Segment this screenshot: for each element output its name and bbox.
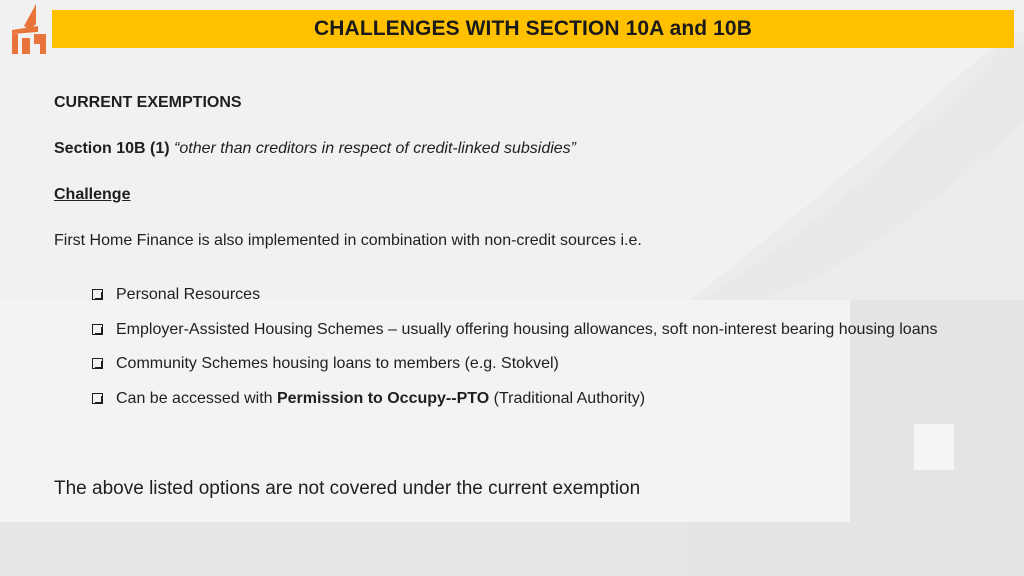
bullet-text: Employer-Assisted Housing Schemes – usually offering housing allowances, soft non-interest bearing housing loans xyxy=(116,320,938,338)
bullet-text-bold: Permission to Occupy--PTO xyxy=(276,389,490,407)
section-reference xyxy=(54,140,576,158)
bullet-text: Community Schemes housing loans to members (e.g. Stokvel) xyxy=(116,355,559,372)
challenge-heading: Challenge xyxy=(54,186,131,203)
checkbox-bullet-icon xyxy=(92,324,103,335)
bullet-text-before: Can be accessed with xyxy=(116,389,277,407)
bullet-text: Personal Resources xyxy=(116,286,261,303)
section-quote: “other than creditors in respect of credit-linked subsidies” xyxy=(174,140,577,157)
checkbox-bullet-icon xyxy=(92,289,103,300)
list-item xyxy=(92,313,976,348)
list-item xyxy=(92,382,976,417)
bullet-text-after: (Traditional Authority) xyxy=(489,389,646,407)
checkbox-bullet-icon xyxy=(92,393,103,404)
footer-note: The above listed options are not covered under the current exemption xyxy=(54,478,641,499)
intro-text: First Home Finance is also implemented in combination with non-credit sources i.e. xyxy=(54,232,642,249)
section-heading: CURRENT EXEMPTIONS xyxy=(54,94,242,111)
section-label: Section 10B (1) xyxy=(54,140,170,157)
checkbox-bullet-icon xyxy=(92,358,103,369)
list-item xyxy=(92,347,976,382)
list-item xyxy=(92,278,976,313)
bullet-list xyxy=(92,278,976,416)
slide-title: CHALLENGES WITH SECTION 10A and 10B xyxy=(314,17,752,40)
